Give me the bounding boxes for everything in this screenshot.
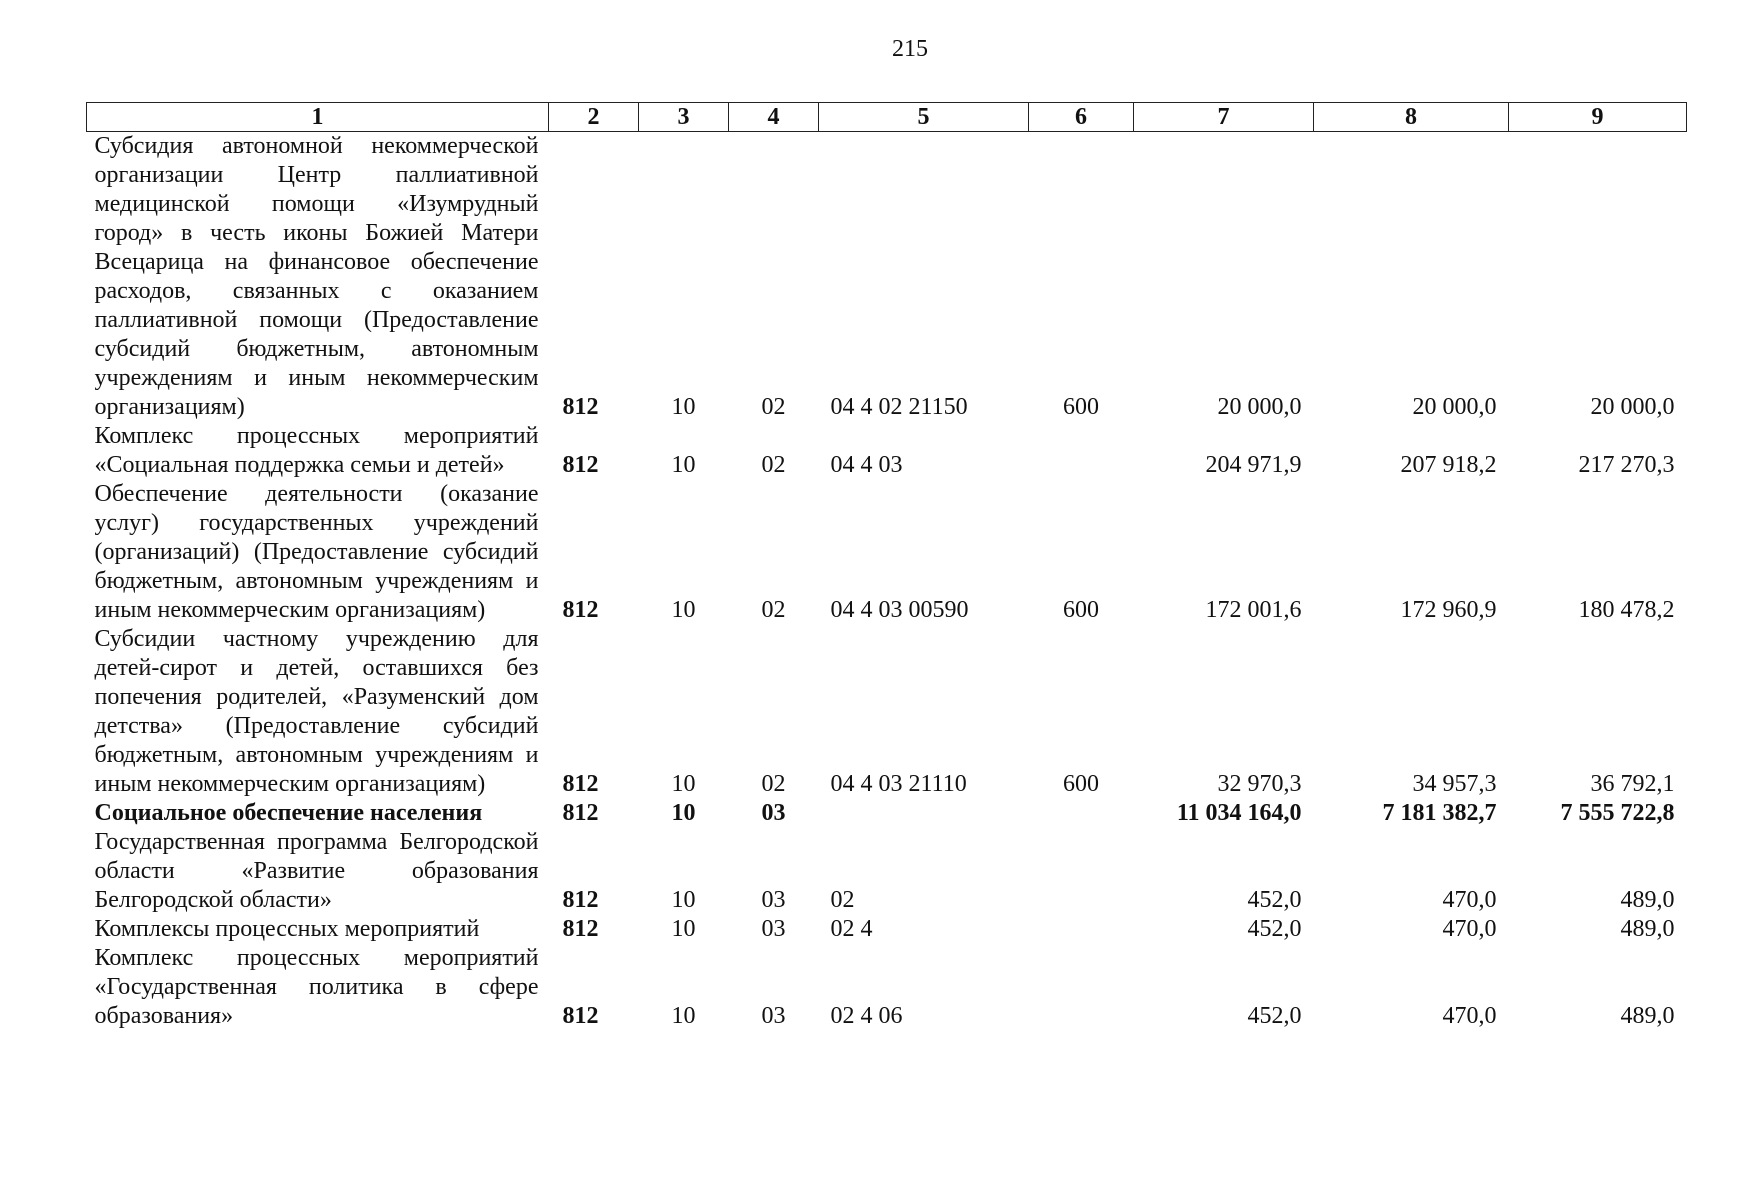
header-row: [87, 103, 1687, 132]
row-target-article: 04 4 03 00590: [830, 597, 969, 623]
row-target-article: 04 4 02 21150: [830, 394, 968, 420]
row-name: Обеспечение деятельности (оказание услуг) государственных учреждений (организаций) (Предоставление субсидий бюджетным, автономным учреждениям и иным некоммерческим организациям): [94, 481, 539, 623]
row-section: 10: [671, 394, 696, 420]
header-col-9: 9: [1509, 103, 1687, 132]
row-grbs: 812: [562, 887, 599, 913]
row-amount-year2: 172 960,9: [1400, 597, 1497, 623]
row-section: 10: [671, 452, 696, 478]
row-section: 10: [671, 887, 696, 913]
row-amount-year1: 204 971,9: [1205, 452, 1302, 478]
row-grbs: 812: [562, 771, 599, 797]
row-amount-year2: 470,0: [1442, 887, 1497, 913]
row-target-article: 02: [830, 887, 855, 913]
header-col-4: 4: [729, 103, 819, 132]
row-amount-year3: 489,0: [1620, 1003, 1675, 1029]
row-amount-year3: 7 555 722,8: [1560, 800, 1675, 826]
row-amount-year2: 470,0: [1442, 1003, 1497, 1029]
row-amount-year1: 452,0: [1247, 916, 1302, 942]
row-grbs: 812: [562, 800, 599, 826]
row-name: Комплекс процессных мероприятий «Социальная поддержка семьи и детей»: [94, 423, 539, 478]
row-expense-type: 600: [1063, 771, 1099, 797]
row-amount-year3: 20 000,0: [1590, 394, 1675, 420]
table-row: [87, 625, 1687, 799]
header-col-6: 6: [1029, 103, 1134, 132]
row-section: 10: [671, 597, 696, 623]
row-amount-year3: 489,0: [1620, 916, 1675, 942]
budget-table: [86, 102, 1687, 1031]
row-target-article: 02 4: [830, 916, 873, 942]
row-amount-year1: 11 034 164,0: [1176, 800, 1302, 826]
row-subsection: 03: [761, 916, 786, 942]
row-target-article: 04 4 03 21110: [830, 771, 967, 797]
row-amount-year1: 452,0: [1247, 887, 1302, 913]
row-grbs: 812: [562, 916, 599, 942]
row-amount-year2: 34 957,3: [1412, 771, 1497, 797]
row-grbs: 812: [562, 1003, 599, 1029]
row-name: Социальное обеспечение населения: [94, 800, 483, 826]
row-expense-type: [1029, 422, 1134, 480]
row-amount-year1: 32 970,3: [1217, 771, 1302, 797]
row-amount-year2: 207 918,2: [1400, 452, 1497, 478]
header-col-3: 3: [639, 103, 729, 132]
table-header: [87, 103, 1687, 132]
row-amount-year3: 36 792,1: [1590, 771, 1675, 797]
row-target-article: 04 4 03: [830, 452, 903, 478]
row-expense-type: [1029, 799, 1134, 828]
row-subsection: 02: [761, 597, 786, 623]
row-name: Комплекс процессных мероприятий «Государственная политика в сфере образования»: [94, 945, 539, 1029]
row-amount-year3: 180 478,2: [1578, 597, 1675, 623]
row-grbs: 812: [562, 597, 599, 623]
header-col-1: 1: [87, 103, 549, 132]
header-col-8: 8: [1314, 103, 1509, 132]
row-expense-type: 600: [1063, 597, 1099, 623]
row-amount-year2: 20 000,0: [1412, 394, 1497, 420]
row-subsection: 02: [761, 394, 786, 420]
row-section: 10: [671, 1003, 696, 1029]
row-expense-type: [1029, 944, 1134, 1031]
row-amount-year3: 217 270,3: [1578, 452, 1675, 478]
row-target-article: 02 4 06: [830, 1003, 903, 1029]
header-col-7: 7: [1134, 103, 1314, 132]
table-row: [87, 480, 1687, 625]
row-target-article: [819, 799, 1029, 828]
row-section: 10: [671, 916, 696, 942]
table-row: [87, 828, 1687, 915]
row-name: Субсидия автономной некоммерческой организации Центр паллиативной медицинской помощи «Изумрудный город» в честь иконы Божией Матери Всецарица на финансовое обеспечение расходов, связанных с оказанием паллиативной помощи (Предоставление субсидий бюджетным, автономным учреждениям и иным некоммерческим организациям): [94, 133, 539, 420]
row-name: Государственная программа Белгородской области «Развитие образования Белгородской области»: [94, 829, 539, 913]
row-amount-year3: 489,0: [1620, 887, 1675, 913]
row-grbs: 812: [562, 452, 599, 478]
row-subsection: 02: [761, 771, 786, 797]
row-subsection: 02: [761, 452, 786, 478]
table-row: [87, 799, 1687, 828]
row-amount-year2: 470,0: [1442, 916, 1497, 942]
row-amount-year1: 20 000,0: [1217, 394, 1302, 420]
header-col-5: 5: [819, 103, 1029, 132]
row-name: Комплексы процессных мероприятий: [94, 916, 480, 942]
row-grbs: 812: [562, 394, 599, 420]
table-row: [87, 944, 1687, 1031]
row-amount-year2: 7 181 382,7: [1382, 800, 1497, 826]
budget-table-container: [86, 102, 1686, 1031]
row-expense-type: [1029, 828, 1134, 915]
row-section: 10: [671, 800, 696, 826]
row-section: 10: [671, 771, 696, 797]
table-row: [87, 915, 1687, 944]
row-expense-type: [1029, 915, 1134, 944]
table-body: [87, 132, 1687, 1032]
row-amount-year1: 172 001,6: [1205, 597, 1302, 623]
header-col-2: 2: [549, 103, 639, 132]
row-expense-type: 600: [1063, 394, 1099, 420]
table-row: [87, 132, 1687, 423]
row-subsection: 03: [761, 887, 786, 913]
page-number: 215: [892, 36, 928, 62]
row-amount-year1: 452,0: [1247, 1003, 1302, 1029]
table-row: [87, 422, 1687, 480]
row-name: Субсидии частному учреждению для детей-сирот и детей, оставшихся без попечения родителей, «Разуменский дом детства» (Предоставление субсидий бюджетным, автономным учреждениям и иным некоммерческим организациям): [94, 626, 539, 797]
row-subsection: 03: [761, 1003, 786, 1029]
row-subsection: 03: [761, 800, 786, 826]
